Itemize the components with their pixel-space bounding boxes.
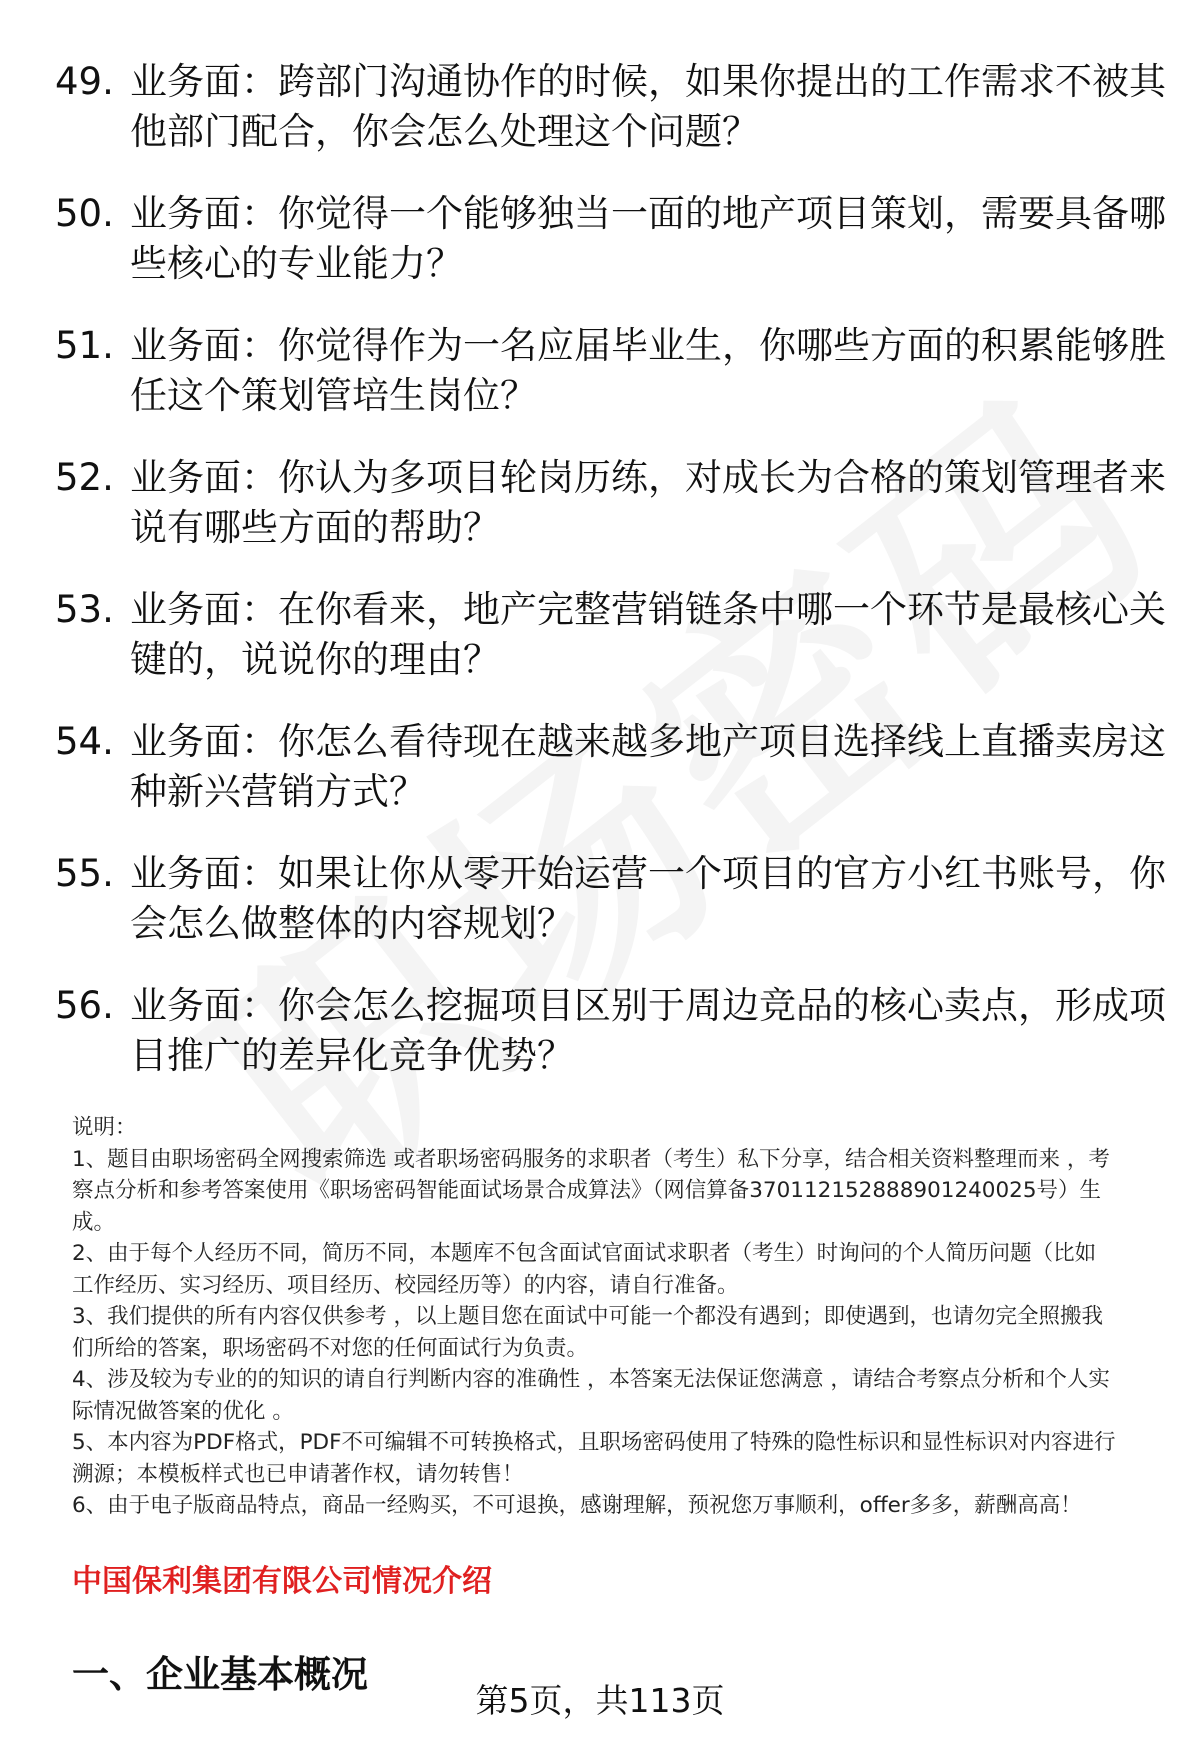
question-text	[130, 453, 1166, 585]
question-item	[0, 453, 1200, 585]
section-heading: 一、企业基本概况	[72, 1653, 368, 1696]
question-line: 他部门配合，你会怎么处理这个问题？	[130, 110, 759, 153]
question-line: 会怎么做整体的内容规划？	[130, 902, 574, 945]
question-item	[0, 189, 1200, 321]
question-line: 业务面：如果让你从零开始运营一个项目的官方小红书账号，你	[130, 852, 1166, 895]
question-item	[0, 717, 1200, 849]
question-number: 50.	[55, 192, 114, 235]
question-line: 业务面：跨部门沟通协作的时候，如果你提出的工作需求不被其	[130, 60, 1166, 103]
section-title: 中国保利集团有限公司情况介绍	[72, 1564, 492, 1599]
question-item	[0, 981, 1200, 1113]
notes-line: 溯源；本模板样式也已申请著作权，请勿转售！	[72, 1461, 524, 1487]
notes-line: 2、由于每个人经历不同，简历不同，本题库不包含面试官面试求职者（考生）时询问的个人简历问题（比如	[72, 1241, 1097, 1266]
question-text	[130, 57, 1166, 189]
question-number: 51.	[55, 324, 114, 367]
question-line: 业务面：你会怎么挖掘项目区别于周边竞品的核心卖点，形成项	[130, 984, 1166, 1027]
question-line: 说有哪些方面的帮助？	[130, 506, 500, 549]
question-item	[0, 321, 1200, 453]
question-line: 业务面：你认为多项目轮岗历练，对成长为合格的策划管理者来	[130, 456, 1166, 499]
question-number: 55.	[55, 852, 114, 895]
page-number: 第5页，共113页	[475, 1681, 725, 1720]
question-line: 业务面：你觉得一个能够独当一面的地产项目策划，需要具备哪	[130, 192, 1166, 235]
notes-line: 3、我们提供的所有内容仅供参考 ，以上题目您在面试中可能一个都没有遇到；即使遇到，也请勿完全照搬我	[72, 1304, 1104, 1329]
question-line: 些核心的专业能力？	[130, 242, 463, 285]
question-line: 任这个策划管培生岗位？	[130, 374, 537, 417]
notes-line: 工作经历、实习经历、项目经历、校园经历等）的内容，请自行准备。	[72, 1272, 739, 1298]
notes-line: 1、题目由职场密码全网搜索筛选 或者职场密码服务的求职者（考生）私下分享，结合相关资料整理而来 ，考	[72, 1146, 1110, 1172]
question-line: 目推广的差异化竞争优势？	[130, 1034, 574, 1077]
question-item	[0, 57, 1200, 189]
question-text	[130, 585, 1166, 717]
notes-line: 们所给的答案，职场密码不对您的任何面试行为负责。	[72, 1335, 589, 1361]
notes-heading: 说明：	[72, 1115, 137, 1140]
notes-line: 察点分析和参考答案使用《职场密码智能面试场景合成算法》（网信算备370112152888901240025号）生	[72, 1178, 1102, 1203]
question-text	[130, 849, 1166, 981]
notes-line: 6、由于电子版商品特点，商品一经购买，不可退换，感谢理解，预祝您万事顺利，offer多多，薪酬高高！	[72, 1493, 1082, 1518]
question-text	[130, 189, 1166, 321]
notes-section	[72, 1112, 1172, 1522]
question-number: 53.	[55, 588, 114, 631]
question-line: 业务面：你觉得作为一名应届毕业生，你哪些方面的积累能够胜	[130, 324, 1166, 367]
notes-line: 5、本内容为PDF格式，PDF不可编辑不可转换格式，且职场密码使用了特殊的隐性标识和显性标识对内容进行	[72, 1430, 1116, 1455]
question-line: 业务面：在你看来，地产完整营销链条中哪一个环节是最核心关	[130, 588, 1166, 631]
question-item	[0, 849, 1200, 981]
question-line: 种新兴营销方式？	[130, 770, 426, 813]
question-number: 52.	[55, 456, 114, 499]
question-number: 56.	[55, 984, 114, 1027]
question-number: 54.	[55, 720, 114, 763]
notes-line: 际情况做答案的优化 。	[72, 1398, 294, 1424]
question-line: 键的，说说你的理由？	[130, 638, 500, 681]
notes-line: 4、涉及较为专业的的知识的请自行判断内容的准确性 ，本答案无法保证您满意 ，请结合考察点分析和个人实	[72, 1367, 1110, 1392]
question-list	[0, 57, 1200, 1113]
question-text	[130, 981, 1166, 1113]
question-text	[130, 717, 1166, 849]
question-number: 49.	[55, 60, 114, 103]
question-item	[0, 585, 1200, 717]
question-line: 业务面：你怎么看待现在越来越多地产项目选择线上直播卖房这	[130, 720, 1166, 763]
question-text	[130, 321, 1166, 453]
notes-line: 成。	[72, 1209, 116, 1235]
